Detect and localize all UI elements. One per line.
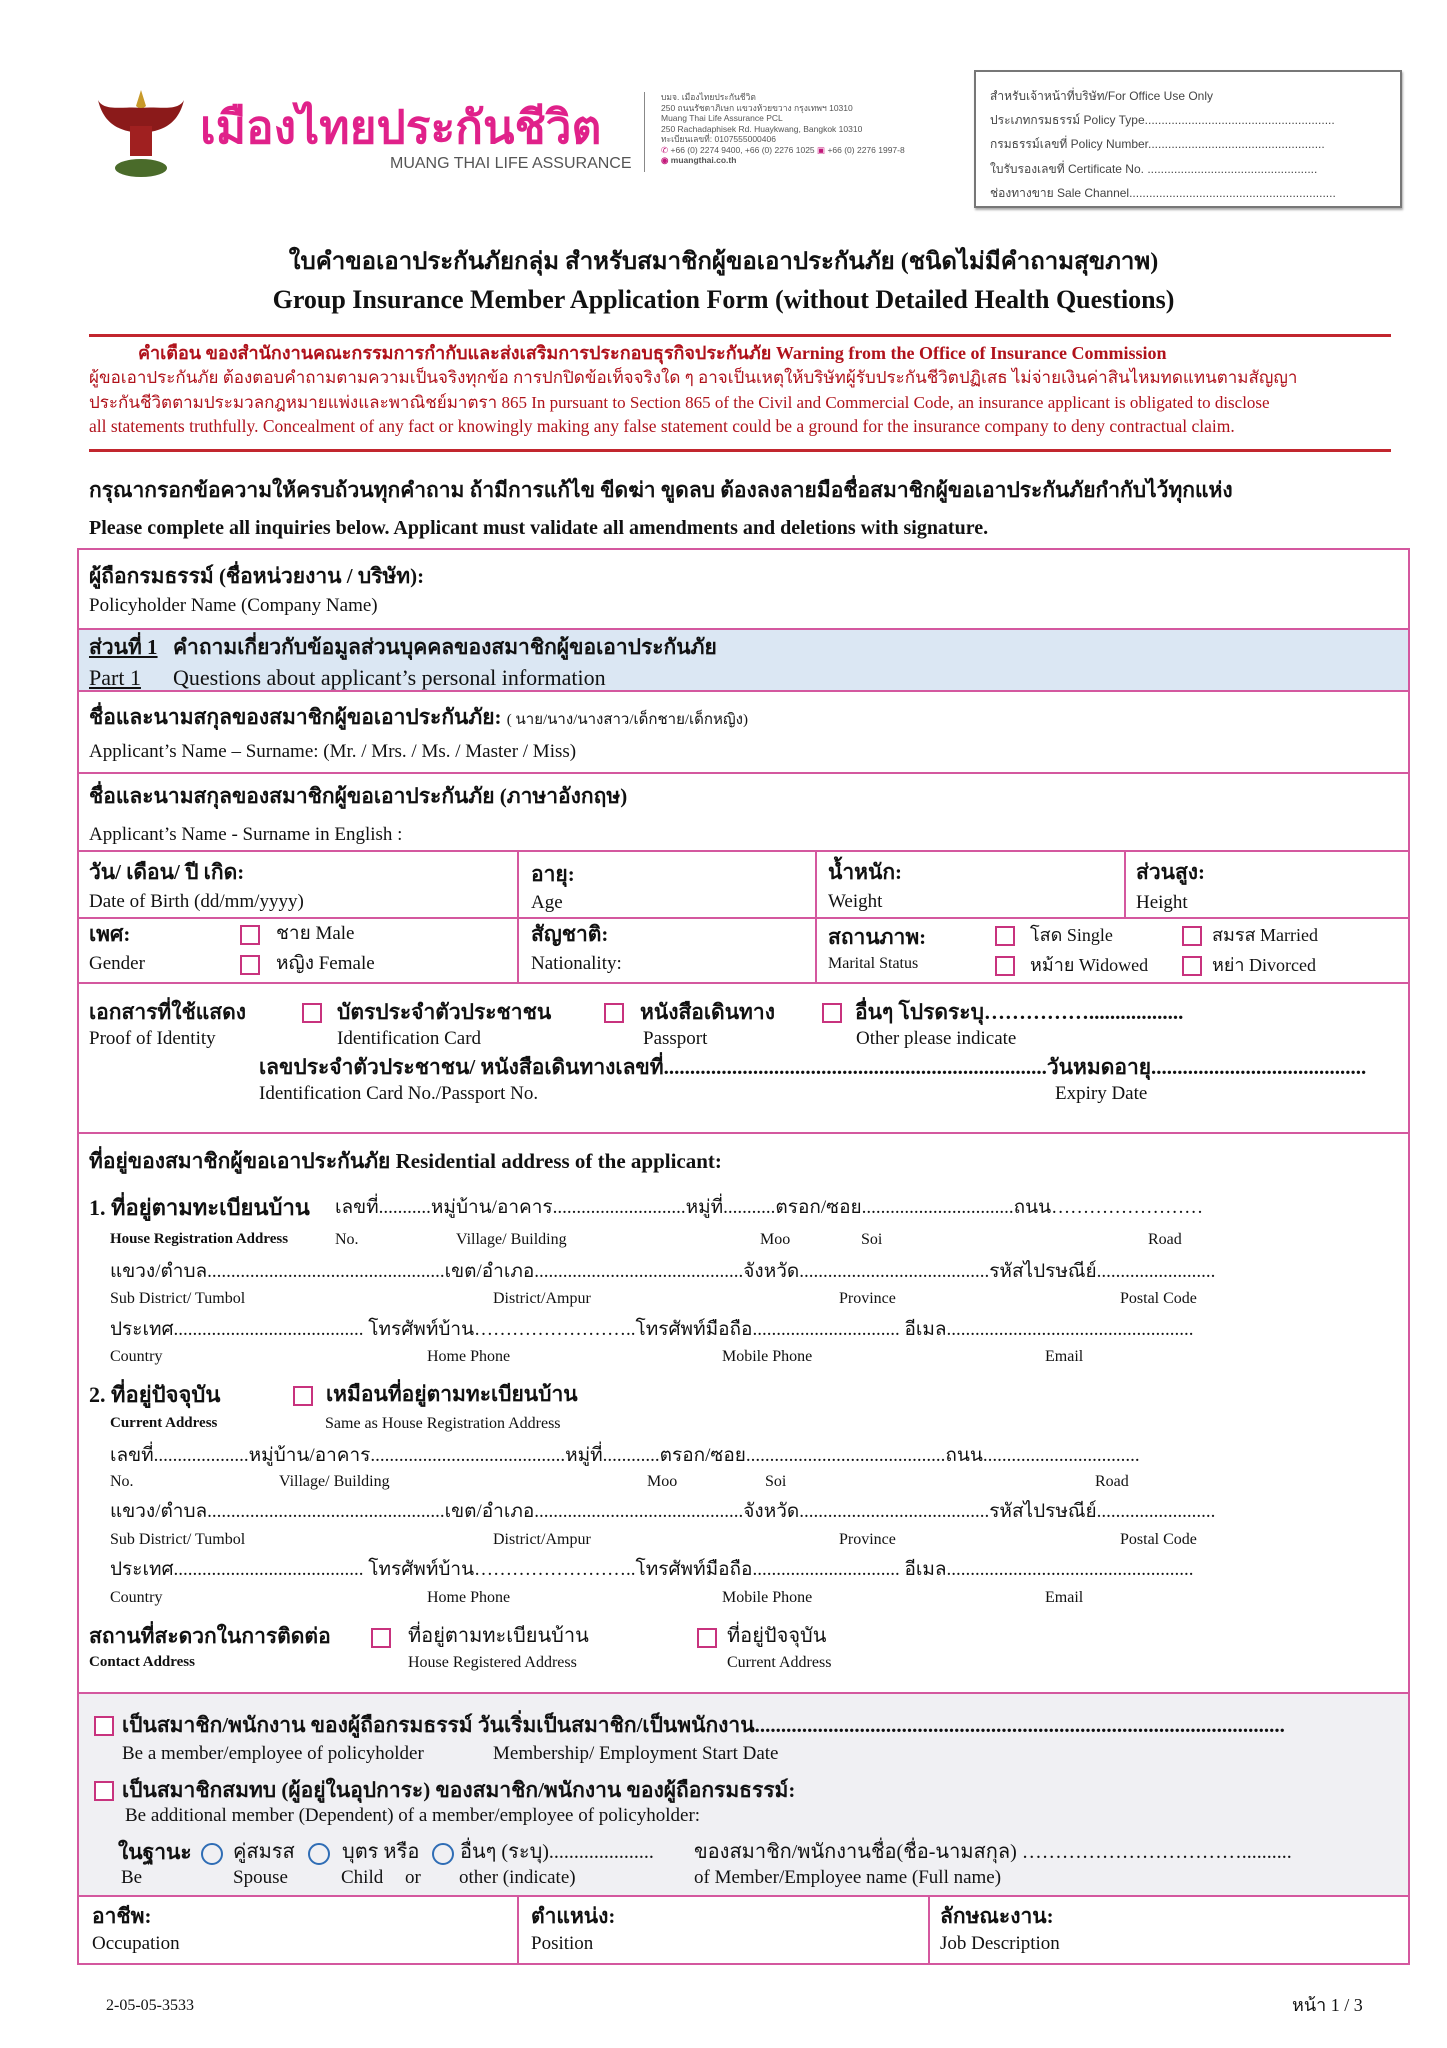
gender-female-label: หญิง Female bbox=[276, 953, 375, 974]
contact-address-label: Contact Address bbox=[89, 1654, 195, 1670]
row-divider bbox=[77, 1692, 1410, 1694]
label-road: Road bbox=[1095, 1473, 1129, 1490]
gender-label: Gender bbox=[89, 953, 145, 974]
marital-single-checkbox[interactable] bbox=[995, 926, 1015, 946]
relationship-label-thai: ในฐานะ bbox=[118, 1840, 192, 1864]
current-address-line2[interactable]: แขวง/ตำบล..................................................เขต/อำเภอ............................................จังหวัด........................................รหัสไปรษณีย์......................... bbox=[110, 1501, 1216, 1522]
spouse-label-thai: คู่สมรส bbox=[233, 1841, 295, 1863]
form-title-thai: ใบคำขอเอาประกันภัยกลุ่ม สำหรับสมาชิกผู้ขอเอาประกันภัย (ชนิดไม่มีคำถามสุขภาพ) bbox=[288, 249, 1159, 275]
col-divider bbox=[517, 1895, 519, 1963]
office-policy-number: กรมธรรม์เลขที่ Policy Number..................................................... bbox=[990, 137, 1325, 151]
current-address-line1[interactable]: เลขที่....................หมู่บ้าน/อาคาร.........................................หมู่ที่............ตรอก/ซอย..........................................ถนน................................. bbox=[110, 1445, 1140, 1466]
fax-icon: ▣ bbox=[817, 144, 826, 155]
address-section-title: ที่อยู่ของสมาชิกผู้ขอเอาประกันภัย Residential address of the applicant: bbox=[89, 1149, 722, 1173]
child-label-thai: บุตร หรือ bbox=[342, 1841, 420, 1863]
current-address-line3[interactable]: ประเทศ........................................ โทรศัพท์บ้าน……………………..โทรศัพท์มือถือ............................... อีเมล.................................................... bbox=[110, 1559, 1194, 1580]
phone-numbers: +66 (0) 2274 9400, +66 (0) 2276 1025 bbox=[670, 144, 815, 155]
other-relationship-label: other (indicate) bbox=[459, 1867, 576, 1888]
other-relationship-radio[interactable] bbox=[432, 1843, 454, 1865]
member-employee-label-thai[interactable]: เป็นสมาชิก/พนักงาน ของผู้ถือกรมธรรม์ วันเริ่มเป็นสมาชิก/เป็นพนักงาน..................................................................................................... bbox=[122, 1713, 1285, 1737]
current-address-label: Current Address bbox=[110, 1415, 218, 1431]
dependent-label: Be additional member (Dependent) of a member/employee of policyholder: bbox=[125, 1805, 701, 1826]
policyholder-label[interactable]: Policyholder Name (Company Name) bbox=[89, 595, 378, 616]
logo-divider bbox=[644, 92, 645, 172]
label-postal-code: Postal Code bbox=[1120, 1531, 1197, 1548]
height-label-thai: ส่วนสูง: bbox=[1136, 860, 1206, 884]
marital-married-checkbox[interactable] bbox=[1182, 926, 1202, 946]
member-employee-checkbox[interactable] bbox=[94, 1716, 114, 1736]
height-field[interactable]: Height bbox=[1136, 892, 1188, 913]
marital-label-thai: สถานภาพ: bbox=[828, 925, 927, 949]
dependent-checkbox[interactable] bbox=[94, 1781, 114, 1801]
company-info-line: ทะเบียนเลขที่: 0107555000406 bbox=[661, 134, 776, 144]
applicant-name-english-label-thai: ชื่อและนามสกุลของสมาชิกผู้ขอเอาประกันภัย (ภาษาอังกฤษ) bbox=[89, 784, 628, 808]
part1-title-thai: คำถามเกี่ยวกับข้อมูลส่วนบุคคลของสมาชิกผู้ขอเอาประกันภัย bbox=[173, 635, 717, 659]
passport-label: Passport bbox=[643, 1028, 708, 1049]
job-description-field[interactable]: Job Description bbox=[940, 1933, 1060, 1954]
col-divider bbox=[928, 1895, 930, 1963]
website-link[interactable]: muangthai.co.th bbox=[670, 155, 737, 165]
office-use-box bbox=[974, 70, 1402, 208]
label-province: Province bbox=[839, 1290, 896, 1307]
house-address-line2[interactable]: แขวง/ตำบล..................................................เขต/อำเภอ............................................จังหวัด........................................รหัสไปรษณีย์......................... bbox=[110, 1261, 1216, 1282]
row-divider bbox=[77, 982, 1410, 984]
globe-icon: ◉ bbox=[661, 155, 669, 165]
job-description-label-thai: ลักษณะงาน: bbox=[940, 1904, 1054, 1928]
occupation-field[interactable]: Occupation bbox=[92, 1933, 180, 1954]
company-info-line: 250 ถนนรัชดาภิเษก แขวงห้วยขวาง กรุงเทพฯ 10310 bbox=[661, 102, 853, 113]
row-divider bbox=[77, 850, 1410, 852]
passport-label-thai: หนังสือเดินทาง bbox=[640, 1000, 775, 1024]
label-mobile-phone: Mobile Phone bbox=[722, 1589, 813, 1606]
or-label: or bbox=[405, 1867, 421, 1888]
label-district: District/Ampur bbox=[493, 1531, 591, 1548]
row-divider bbox=[77, 628, 1410, 630]
position-label-thai: ตำแหน่ง: bbox=[531, 1904, 616, 1928]
label-soi: Soi bbox=[765, 1473, 787, 1490]
child-radio[interactable] bbox=[308, 1843, 330, 1865]
house-address-line3[interactable]: ประเทศ........................................ โทรศัพท์บ้าน……………………..โทรศัพท์มือถือ............................... อีเมล.................................................... bbox=[110, 1319, 1194, 1340]
id-number-field[interactable]: เลขประจำตัวประชาชน/ หนังสือเดินทางเลขที่.........................................................................วันหมดอายุ......................................... bbox=[259, 1055, 1367, 1079]
label-province: Province bbox=[839, 1531, 896, 1548]
gender-label-thai: เพศ: bbox=[89, 922, 131, 946]
house-address-label: House Registration Address bbox=[110, 1231, 289, 1247]
weight-label-thai: น้ำหนัก: bbox=[828, 860, 903, 884]
logo-thai-text: เมืองไทยประกันชีวิต bbox=[200, 100, 602, 154]
other-relationship-field-thai[interactable]: อื่นๆ (ระบุ)..................... bbox=[460, 1841, 654, 1863]
label-district: District/Ampur bbox=[493, 1290, 591, 1307]
id-card-label-thai: บัตรประจำตัวประชาชน bbox=[337, 1000, 552, 1024]
fax-number: +66 (0) 2276 1997-8 bbox=[827, 144, 905, 155]
col-divider bbox=[1124, 850, 1126, 917]
phone-icon: ✆ bbox=[661, 144, 669, 155]
garuda-emblem bbox=[94, 86, 188, 180]
marital-divorced-checkbox[interactable] bbox=[1182, 956, 1202, 976]
label-moo: Moo bbox=[760, 1231, 791, 1248]
nationality-field[interactable]: Nationality: bbox=[531, 953, 622, 974]
other-id-field-thai[interactable]: อื่นๆ โปรดระบุ…………….................. bbox=[855, 1000, 1184, 1024]
part1-number: Part 1 bbox=[89, 665, 141, 690]
label-postal-code: Postal Code bbox=[1120, 1290, 1197, 1307]
applicant-name-field[interactable]: Applicant’s Name – Surname: (Mr. / Mrs. / Ms. / Master / Miss) bbox=[89, 741, 577, 762]
col-divider bbox=[815, 850, 817, 982]
title-options-thai: ( นาย/นาง/นางสาว/เด็กชาย/เด็กหญิง) bbox=[506, 712, 748, 728]
logo-english-text: MUANG THAI LIFE ASSURANCE bbox=[390, 155, 632, 172]
warning-heading: คำเตือน ของสำนักงานคณะกรรมการกำกับและส่งเสริมการประกอบธุรกิจประกันภัย Warning from the Office of Insurance Commission bbox=[138, 343, 1167, 363]
company-info-line: บมจ. เมืองไทยประกันชีวิต bbox=[661, 92, 756, 102]
spouse-radio[interactable] bbox=[201, 1843, 223, 1865]
membership-start-date-label: Membership/ Employment Start Date bbox=[493, 1743, 779, 1764]
marital-married-label: สมรส Married bbox=[1212, 925, 1318, 945]
marital-divorced-label: หย่า Divorced bbox=[1212, 955, 1316, 975]
proof-label: Proof of Identity bbox=[89, 1028, 216, 1049]
same-as-house-checkbox[interactable] bbox=[293, 1386, 313, 1406]
contact-house-checkbox[interactable] bbox=[371, 1628, 391, 1648]
warning-text-line: all statements truthfully. Concealment of any fact or knowingly making any false statement could be a ground for the insurance company to deny contractual claim. bbox=[89, 416, 1235, 436]
marital-widowed-label: หม้าย Widowed bbox=[1030, 955, 1149, 975]
proof-label-thai: เอกสารที่ใช้แสดง bbox=[89, 1000, 246, 1024]
office-certificate-no: ใบรับรองเลขที่ Certificate No. ................................................... bbox=[990, 162, 1318, 176]
company-info bbox=[661, 92, 905, 166]
instruction-thai: กรุณากรอกข้อความให้ครบถ้วนทุกคำถาม ถ้ามีการแก้ไข ขีดฆ่า ขูดลบ ต้องลงลายมือชื่อสมาชิกผู้ขอเอาประกันภัยกำกับไว้ทุกแห่ง bbox=[89, 478, 1233, 502]
label-village: Village/ Building bbox=[456, 1231, 567, 1248]
contact-house-label-thai: ที่อยู่ตามทะเบียนบ้าน bbox=[408, 1625, 589, 1647]
label-no: No. bbox=[335, 1231, 359, 1248]
nationality-label-thai: สัญชาติ: bbox=[531, 922, 609, 946]
contact-current-checkbox[interactable] bbox=[697, 1628, 717, 1648]
occupation-label-thai: อาชีพ: bbox=[92, 1904, 152, 1928]
expiry-date-label: Expiry Date bbox=[1055, 1083, 1148, 1104]
label-home-phone: Home Phone bbox=[427, 1589, 511, 1606]
label-home-phone: Home Phone bbox=[427, 1348, 511, 1365]
id-number-label: Identification Card No./Passport No. bbox=[259, 1083, 539, 1104]
member-employee-label: Be a member/employee of policyholder bbox=[122, 1743, 424, 1764]
part1-number-thai: ส่วนที่ 1 bbox=[89, 635, 158, 659]
age-field[interactable]: Age bbox=[531, 892, 563, 913]
row-divider bbox=[77, 917, 1410, 919]
form-title-english: Group Insurance Member Application Form (without Detailed Health Questions) bbox=[272, 285, 1175, 314]
office-sale-channel: ช่องทางขาย Sale Channel.............................................................. bbox=[990, 186, 1336, 200]
gender-male-label: ชาย Male bbox=[276, 923, 355, 944]
page-number: หน้า 1 / 3 bbox=[1292, 1995, 1363, 2015]
marital-label: Marital Status bbox=[828, 955, 919, 972]
house-address-line1[interactable]: เลขที่...........หมู่บ้าน/อาคาร............................หมู่ที่...........ตรอก/ซอย................................ถนน…………………… bbox=[335, 1197, 1204, 1218]
label-country: Country bbox=[110, 1589, 163, 1606]
applicant-name-label-thai bbox=[89, 707, 748, 728]
label-soi: Soi bbox=[861, 1231, 883, 1248]
contact-address-label-thai: สถานที่สะดวกในการติดต่อ bbox=[89, 1624, 331, 1648]
label-road: Road bbox=[1148, 1231, 1182, 1248]
contact-house-label: House Registered Address bbox=[408, 1654, 577, 1671]
weight-field[interactable]: Weight bbox=[828, 891, 883, 912]
instruction-english: Please complete all inquiries below. Applicant must validate all amendments and deletions with signature. bbox=[89, 517, 989, 539]
same-as-house-label-thai: เหมือนที่อยู่ตามทะเบียนบ้าน bbox=[326, 1382, 578, 1406]
gender-female-checkbox[interactable] bbox=[240, 955, 260, 975]
age-label-thai: อายุ: bbox=[531, 862, 575, 886]
label-village: Village/ Building bbox=[279, 1473, 390, 1490]
office-policy-type: ประเภทกรมธรรม์ Policy Type......................................................... bbox=[990, 113, 1335, 127]
label-mobile-phone: Mobile Phone bbox=[722, 1348, 813, 1365]
row-divider bbox=[77, 690, 1410, 692]
id-card-checkbox[interactable] bbox=[302, 1003, 322, 1023]
col-divider bbox=[517, 850, 519, 982]
other-id-label: Other please indicate bbox=[856, 1028, 1017, 1049]
row-divider bbox=[77, 772, 1410, 774]
label-email: Email bbox=[1045, 1589, 1084, 1606]
row-divider bbox=[77, 1132, 1410, 1134]
position-field[interactable]: Position bbox=[531, 1933, 594, 1954]
office-use-title: สำหรับเจ้าหน้าที่บริษัท/For Office Use Only bbox=[990, 89, 1214, 103]
marital-single-label: โสด Single bbox=[1030, 925, 1113, 945]
form-code: 2-05-05-3533 bbox=[106, 1997, 194, 2014]
dob-label-thai: วัน/ เดือน/ ปี เกิด: bbox=[89, 860, 245, 884]
contact-current-label-thai: ที่อยู่ปัจจุบัน bbox=[727, 1625, 827, 1647]
row-divider bbox=[77, 1895, 1410, 1897]
member-name-label: of Member/Employee name (Full name) bbox=[694, 1867, 1002, 1888]
house-address-label-thai: 1. ที่อยู่ตามทะเบียนบ้าน bbox=[89, 1195, 310, 1220]
child-label: Child bbox=[341, 1867, 384, 1888]
policyholder-label-thai: ผู้ถือกรมธรรม์ (ชื่อหน่วยงาน / บริษัท): bbox=[89, 564, 425, 588]
part1-title: Questions about applicant’s personal information bbox=[173, 665, 606, 690]
dependent-label-thai: เป็นสมาชิกสมทบ (ผู้อยู่ในอุปการะ) ของสมาชิก/พนักงาน ของผู้ถือกรมธรรม์: bbox=[122, 1778, 796, 1802]
applicant-name-thai: ชื่อและนามสกุลของสมาชิกผู้ขอเอาประกันภัย: bbox=[89, 705, 502, 729]
warning-text-line: ประกันชีวิตตามประมวลกฎหมายแพ่งและพาณิชย์มาตรา 865 In pursuant to Section 865 of the Civil and Commercial Code, an insurance applicant is obligated to disclose bbox=[89, 393, 1270, 412]
other-id-checkbox[interactable] bbox=[822, 1003, 842, 1023]
warning-top-rule bbox=[89, 334, 1391, 337]
id-card-label: Identification Card bbox=[337, 1028, 482, 1049]
current-address-label-thai: 2. ที่อยู่ปัจจุบัน bbox=[89, 1382, 221, 1407]
spouse-label: Spouse bbox=[233, 1867, 288, 1888]
label-no: No. bbox=[110, 1473, 134, 1490]
member-name-field-thai[interactable]: ของสมาชิก/พนักงานชื่อ(ชื่อ-นามสกุล) …………………………….......... bbox=[694, 1841, 1292, 1863]
passport-checkbox[interactable] bbox=[604, 1003, 624, 1023]
same-as-house-label: Same as House Registration Address bbox=[325, 1415, 561, 1432]
warning-bottom-rule bbox=[89, 449, 1391, 452]
label-email: Email bbox=[1045, 1348, 1084, 1365]
marital-widowed-checkbox[interactable] bbox=[995, 956, 1015, 976]
dob-field[interactable]: Date of Birth (dd/mm/yyyy) bbox=[89, 891, 304, 912]
company-info-line: 250 Rachadaphisek Rd. Huaykwang, Bangkok 10310 bbox=[661, 123, 863, 134]
warning-text-line: ผู้ขอเอาประกันภัย ต้องตอบคำถามตามความเป็นจริงทุกข้อ การปกปิดข้อเท็จจริงใด ๆ อาจเป็นเหตุให้บริษัทผู้รับประกันชีวิตปฏิเสธ ไม่จ่ายเงินค่าสินไหมทดแทนตามสัญญา bbox=[89, 368, 1298, 387]
label-country: Country bbox=[110, 1348, 163, 1365]
label-moo: Moo bbox=[647, 1473, 678, 1490]
label-subdistrict: Sub District/ Tumbol bbox=[110, 1531, 246, 1548]
relationship-label: Be bbox=[121, 1867, 143, 1888]
company-info-line: Muang Thai Life Assurance PCL bbox=[661, 113, 783, 123]
contact-current-label: Current Address bbox=[727, 1654, 832, 1671]
gender-male-checkbox[interactable] bbox=[240, 925, 260, 945]
applicant-name-english-field[interactable]: Applicant’s Name - Surname in English : bbox=[89, 824, 403, 845]
label-subdistrict: Sub District/ Tumbol bbox=[110, 1290, 246, 1307]
